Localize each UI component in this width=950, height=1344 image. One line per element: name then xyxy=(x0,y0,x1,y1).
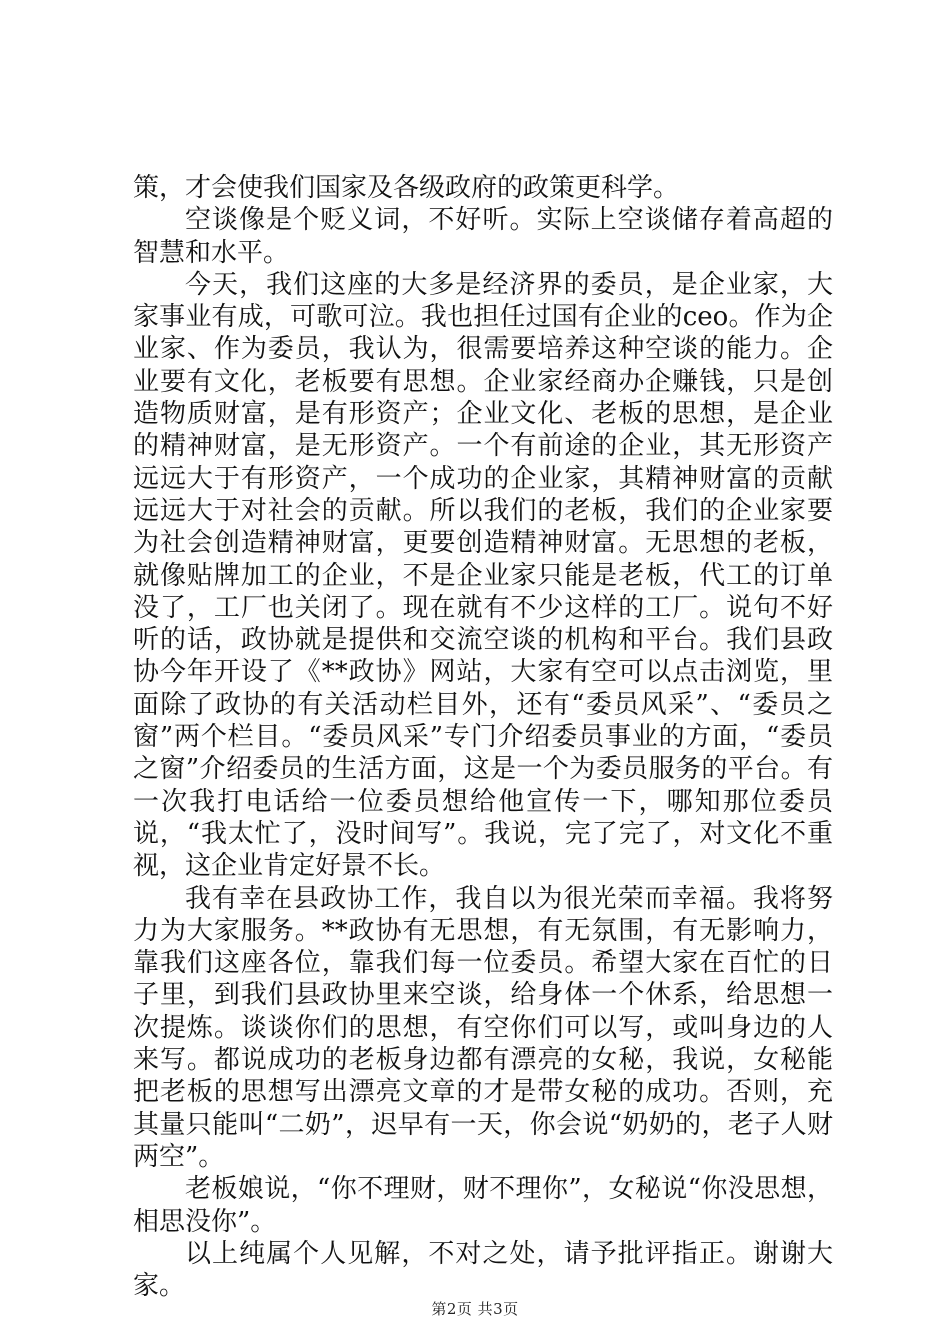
page-number-footer: 第2页 共3页 xyxy=(431,1300,519,1318)
paragraph-empty-talk: 空谈像是个贬义词，不好听。实际上空谈储存着高超的智慧和水平。 xyxy=(133,205,833,268)
paragraph-boss-wife: 老板娘说，“你不理财，财不理你”，女秘说“你没思想，相思没你”。 xyxy=(133,1174,833,1237)
paragraph-cppcc-work: 我有幸在县政协工作，我自以为很光荣而幸福。我将努力为大家服务。**政协有无思想，有无氛围，有无影响力，靠我们这座各位，靠我们每一位委员。希望大家在百忙的日子里，到我们县政协里来空谈，给身体一个休系，给思想一次提炼。谈谈你们的思想，有空你们可以写，或叫身边的人来写。都说成功的老板身边都有漂亮的女秘，我说，女秘能把老板的思想写出漂亮文章的才是带女秘的成功。否则，充其量只能叫“二奶”，迟早有一天，你会说“奶奶的，老子人财两空”。 xyxy=(133,883,833,1172)
document-body xyxy=(133,172,833,1302)
paragraph-continuation: 策，才会使我们国家及各级政府的政策更科学。 xyxy=(133,173,680,203)
paragraph-closing: 以上纯属个人见解，不对之处，请予批评指正。谢谢大家。 xyxy=(133,1238,833,1302)
paragraph-entrepreneurs: 今天，我们这座的大多是经济界的委员，是企业家，大家事业有成，可歌可泣。我也担任过国有企业的ceo。作为企业家、作为委员，我认为，很需要培养这种空谈的能力。企业要有文化，老板要有思想。企业家经商办企赚钱，只是创造物质财富，是有形资产；企业文化、老板的思想，是企业的精神财富，是无形资产。一个有前途的企业，其无形资产远远大于有形资产，一个成功的企业家，其精神财富的贡献远远大于对社会的贡献。所以我们的老板，我们的企业家要为社会创造精神财富，更要创造精神财富。无思想的老板，就像贴牌加工的企业，不是企业家只能是老板，代工的订单没了，工厂也关闭了。现在就有不少这样的工厂。说句不好听的话，政协就是提供和交流空谈的机构和平台。我们县政协今年开设了《**政协》网站，大家有空可以点击浏览，里面除了政协的有关活动栏目外，还有“委员风采”、“委员之窗”两个栏目。“委员风采”专门介绍委员事业的方面，“委员之窗”介绍委员的生活方面，这是一个为委员服务的平台。有一次我打电话给一位委员想给他宣传一下，哪知那位委员说，“我太忙了，没时间写”。我说，完了完了，对文化不重视，这企业肯定好景不长。 xyxy=(133,269,833,882)
